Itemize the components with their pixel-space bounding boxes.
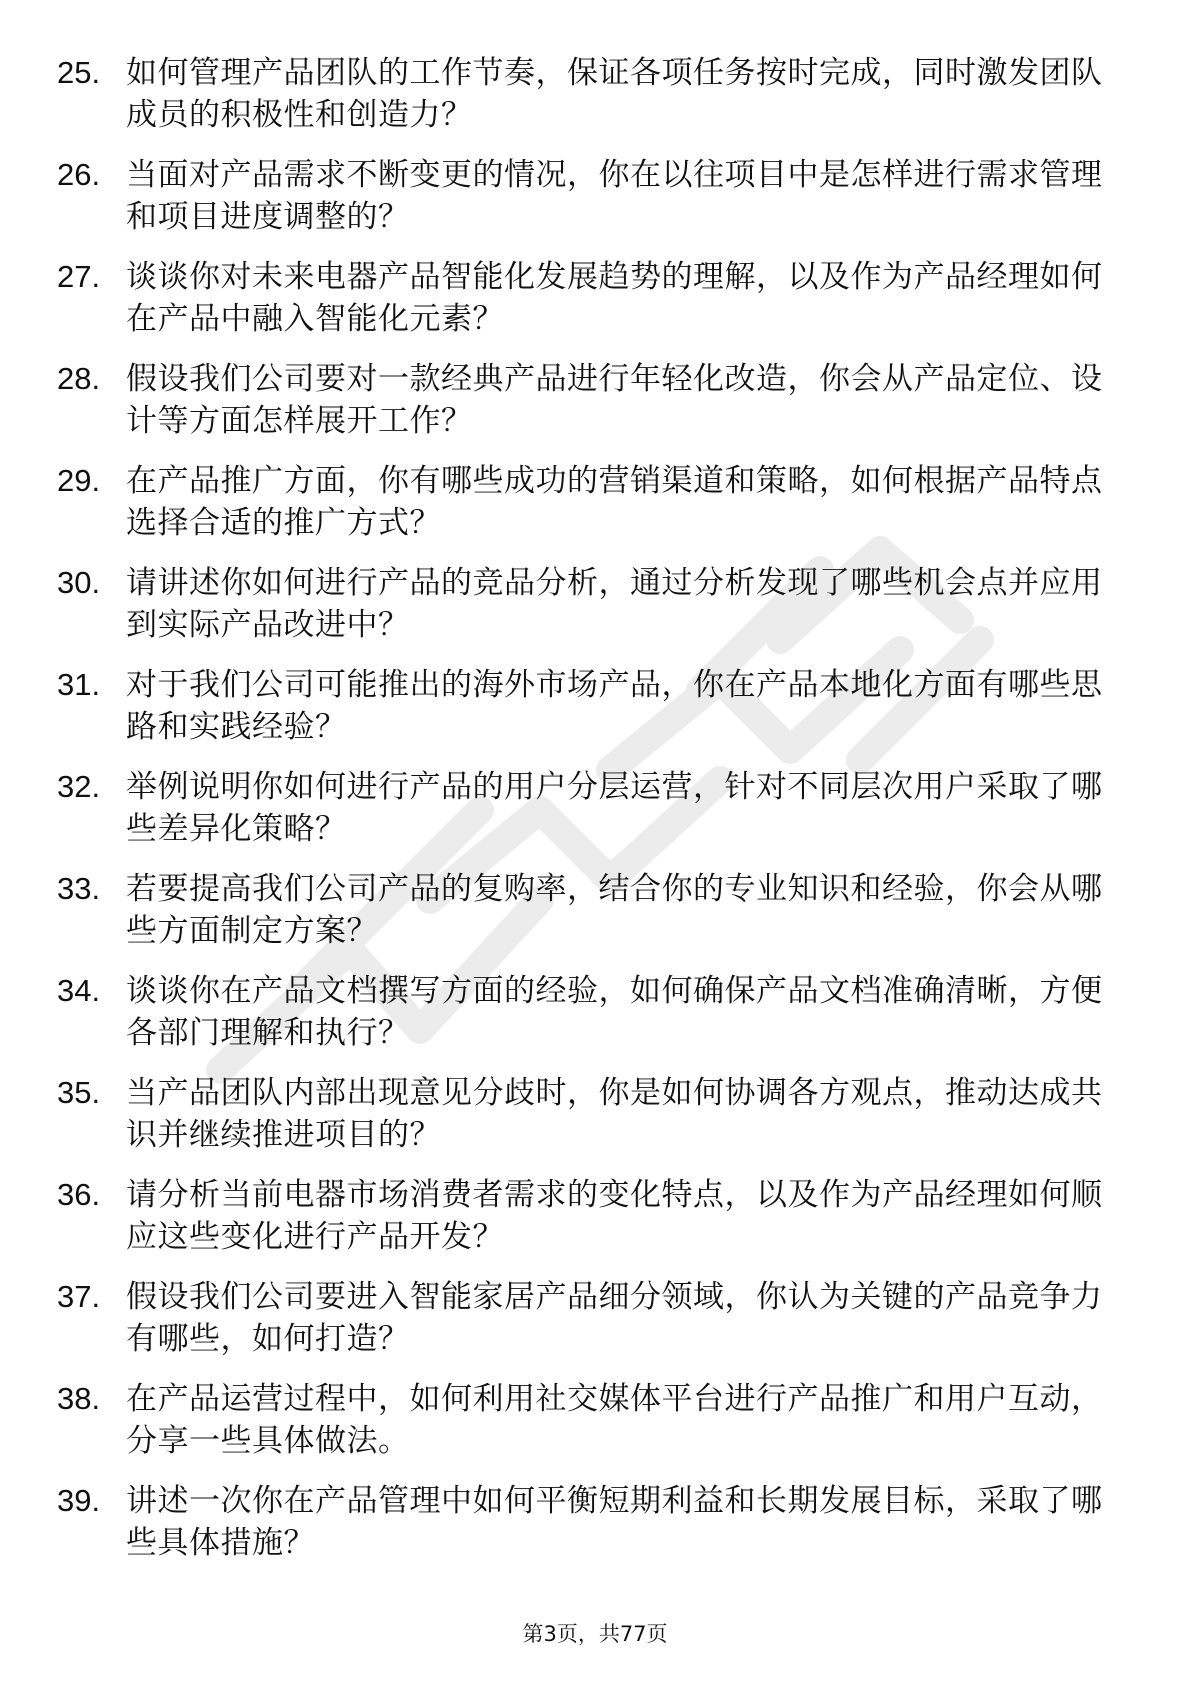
list-item bbox=[0, 154, 1190, 256]
list-item bbox=[0, 1480, 1190, 1582]
question-number: 37. bbox=[57, 1279, 101, 1314]
page-number-label: 第3页，共77页 bbox=[522, 1622, 668, 1646]
question-text: 讲述一次你在产品管理中如何平衡短期利益和长期发展目标，采取了哪些具体措施？ bbox=[126, 1483, 1103, 1561]
question-number: 32. bbox=[57, 769, 101, 804]
list-item bbox=[0, 970, 1190, 1072]
list-item bbox=[0, 1378, 1190, 1480]
question-text: 如何管理产品团队的工作节奏，保证各项任务按时完成，同时激发团队成员的积极性和创造力？ bbox=[126, 55, 1103, 133]
question-number: 25. bbox=[57, 55, 101, 90]
question-text: 当产品团队内部出现意见分歧时，你是如何协调各方观点，推动达成共识并继续推进项目的？ bbox=[126, 1075, 1103, 1153]
page-footer bbox=[0, 1620, 1190, 1648]
list-item bbox=[0, 1276, 1190, 1378]
question-text: 若要提高我们公司产品的复购率，结合你的专业知识和经验，你会从哪些方面制定方案？ bbox=[126, 871, 1103, 949]
question-text: 谈谈你在产品文档撰写方面的经验，如何确保产品文档准确清晰，方便各部门理解和执行？ bbox=[126, 973, 1103, 1051]
question-number: 34. bbox=[57, 973, 101, 1008]
question-text: 当面对产品需求不断变更的情况，你在以往项目中是怎样进行需求管理和项目进度调整的？ bbox=[126, 157, 1103, 235]
question-number: 27. bbox=[57, 259, 101, 294]
question-text: 对于我们公司可能推出的海外市场产品，你在产品本地化方面有哪些思路和实践经验？ bbox=[126, 667, 1103, 745]
question-text: 请讲述你如何进行产品的竞品分析，通过分析发现了哪些机会点并应用到实际产品改进中？ bbox=[126, 565, 1103, 643]
question-number: 36. bbox=[57, 1177, 101, 1212]
question-text: 在产品运营过程中，如何利用社交媒体平台进行产品推广和用户互动，分享一些具体做法。 bbox=[126, 1381, 1103, 1459]
list-item bbox=[0, 562, 1190, 664]
question-number: 31. bbox=[57, 667, 101, 702]
list-item bbox=[0, 52, 1190, 154]
question-list bbox=[0, 52, 1190, 1582]
question-text: 请分析当前电器市场消费者需求的变化特点，以及作为产品经理如何顺应这些变化进行产品开发？ bbox=[126, 1177, 1103, 1255]
question-text: 假设我们公司要进入智能家居产品细分领域，你认为关键的产品竞争力有哪些，如何打造？ bbox=[126, 1279, 1103, 1357]
question-text: 假设我们公司要对一款经典产品进行年轻化改造，你会从产品定位、设计等方面怎样展开工作？ bbox=[126, 361, 1103, 439]
list-item bbox=[0, 460, 1190, 562]
list-item bbox=[0, 1072, 1190, 1174]
question-number: 39. bbox=[57, 1483, 101, 1518]
question-number: 33. bbox=[57, 871, 101, 906]
question-text: 举例说明你如何进行产品的用户分层运营，针对不同层次用户采取了哪些差异化策略？ bbox=[126, 769, 1103, 847]
question-number: 26. bbox=[57, 157, 101, 192]
question-number: 35. bbox=[57, 1075, 101, 1110]
list-item bbox=[0, 868, 1190, 970]
list-item bbox=[0, 766, 1190, 868]
question-number: 29. bbox=[57, 463, 101, 498]
list-item bbox=[0, 358, 1190, 460]
question-text: 谈谈你对未来电器产品智能化发展趋势的理解，以及作为产品经理如何在产品中融入智能化元素？ bbox=[126, 259, 1103, 337]
question-number: 30. bbox=[57, 565, 101, 600]
question-number: 28. bbox=[57, 361, 101, 396]
question-text: 在产品推广方面，你有哪些成功的营销渠道和策略，如何根据产品特点选择合适的推广方式？ bbox=[126, 463, 1103, 541]
list-item bbox=[0, 256, 1190, 358]
list-item bbox=[0, 1174, 1190, 1276]
question-number: 38. bbox=[57, 1381, 101, 1416]
list-item bbox=[0, 664, 1190, 766]
